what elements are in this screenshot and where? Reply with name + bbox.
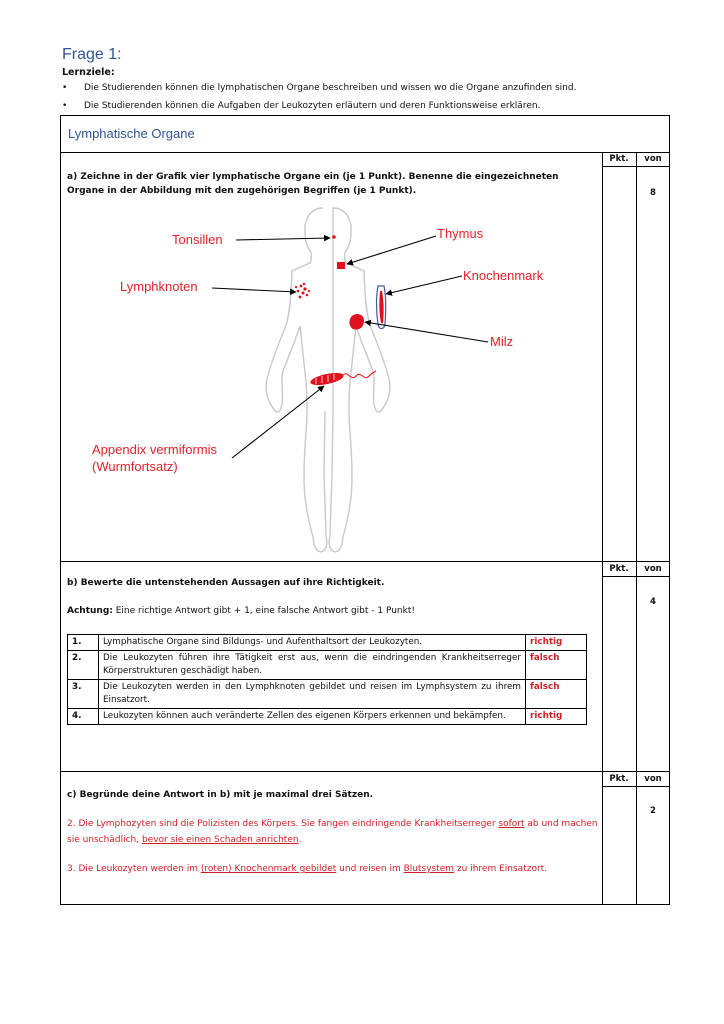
answer-c-1: [67, 816, 607, 848]
statement-text: Die Leukozyten werden in den Lymphknoten gebildet und reisen im Lymphsystem zu ihrem Einsatzort.: [99, 680, 526, 709]
arrow-thymus: [347, 236, 436, 264]
organ-tonsillen: [332, 235, 336, 239]
label-milz: Milz: [490, 334, 514, 349]
divider: [60, 561, 670, 562]
organ-thymus: [337, 262, 345, 269]
statement-answer: falsch: [526, 651, 587, 680]
statement-text: Die Leukozyten führen ihre Tätigkeit erst aus, wenn die eindringenden Krankheitserreger Körperstrukturen geschädigt haben.: [99, 651, 526, 680]
max-label: von: [644, 564, 662, 574]
points-label: Pkt.: [609, 154, 629, 164]
arrow-appendix: [232, 386, 324, 458]
label-tonsillen: Tonsillen: [172, 232, 223, 247]
max-points-a: 8: [650, 188, 656, 198]
answer-text: ab und machen sie unschädlich,: [67, 819, 598, 845]
body-diagram: [60, 196, 602, 560]
question-a: a) Zeichne in der Grafik vier lymphatische Organe ein (je 1 Punkt). Benenne die eingezeichneten Organe in der Abbildung mit den zugehörigen Begriffen (je 1 Punkt).: [67, 172, 559, 196]
divider: [60, 152, 670, 153]
table-row: [68, 651, 587, 680]
max-label: von: [644, 774, 662, 784]
statement-text: Leukozyten können auch veränderte Zellen des eigenen Körpers erkennen und bekämpfen.: [99, 709, 526, 725]
statement-number: 1.: [68, 635, 99, 651]
question-b: b) Bewerte die untenstehenden Aussagen auf ihre Richtigkeit.: [67, 578, 385, 588]
scoring-note: [67, 606, 415, 616]
bullet-icon: •: [62, 83, 68, 93]
question-c: c) Begründe deine Antwort in b) mit je maximal drei Sätzen.: [67, 790, 374, 800]
divider: [60, 771, 670, 772]
label-thymus: Thymus: [437, 226, 484, 241]
max-label: von: [644, 154, 662, 164]
scoring-note-bold: Achtung:: [67, 606, 113, 616]
answer-text: 3. Die Leukozyten werden im: [67, 864, 201, 874]
table-row: [68, 635, 587, 651]
answer-text: und reisen im: [336, 864, 404, 874]
answer-text: zu ihrem Einsatzort.: [454, 864, 548, 874]
learning-goal-text: Die Studierenden können die Aufgaben der Leukozyten erläutern und deren Funktionsweise erklären.: [84, 101, 541, 111]
scoring-note-text: Eine richtige Antwort gibt + 1, eine falsche Antwort gibt - 1 Punkt!: [112, 606, 415, 616]
organ-appendix: [309, 371, 376, 388]
answer-text: .: [298, 835, 302, 845]
statement-answer: richtig: [526, 635, 587, 651]
learning-goals-label: Lernziele:: [62, 67, 115, 78]
organ-lymphknoten: [295, 283, 310, 299]
statements-table: [67, 634, 587, 725]
statement-number: 3.: [68, 680, 99, 709]
table-row: [68, 680, 587, 709]
answer-underlined: bevor sie einen Schaden anrichten: [141, 835, 299, 845]
column-divider: [602, 152, 603, 905]
arrow-lymphknoten: [212, 288, 296, 292]
bullet-icon: •: [62, 101, 68, 111]
arrow-tonsillen: [236, 238, 330, 240]
organ-knochenmark: [377, 286, 386, 329]
arrow-milz: [365, 322, 488, 342]
statement-answer: richtig: [526, 709, 587, 725]
statement-answer: falsch: [526, 680, 587, 709]
statement-number: 2.: [68, 651, 99, 680]
label-appendix-sub: (Wurmfortsatz): [92, 459, 178, 474]
column-divider: [636, 152, 637, 905]
answer-underlined: Blutsystem: [403, 864, 455, 874]
table-row: [68, 709, 587, 725]
answer-c-2: [67, 861, 607, 877]
answer-text: 2. Die Lymphozyten sind die Polizisten des Körpers. Sie fangen eindringende Krankheitserreger: [67, 819, 499, 829]
statement-number: 4.: [68, 709, 99, 725]
organ-milz: [349, 314, 364, 330]
points-label: Pkt.: [609, 774, 629, 784]
learning-goal-text: Die Studierenden können die lymphatischen Organe beschreiben und wissen wo die Organe anzufinden sind.: [84, 83, 577, 93]
learning-goal-1: [62, 83, 662, 93]
answer-underlined: (roten) Knochenmark gebildet: [200, 864, 337, 874]
page-title: Frage 1:: [62, 46, 122, 63]
points-label: Pkt.: [609, 564, 629, 574]
label-knochenmark: Knochenmark: [463, 268, 544, 283]
label-lymphknoten: Lymphknoten: [120, 279, 198, 294]
answer-underlined: sofort: [498, 819, 525, 829]
statement-text: Lymphatische Organe sind Bildungs- und Aufenthaltsort der Leukozyten.: [99, 635, 526, 651]
learning-goal-2: [62, 101, 662, 111]
max-points-c: 2: [650, 806, 656, 816]
max-points-b: 4: [650, 597, 656, 607]
arrow-knochenmark: [386, 276, 462, 294]
label-appendix: Appendix vermiformis: [92, 442, 217, 457]
section-title: Lymphatische Organe: [68, 126, 195, 141]
